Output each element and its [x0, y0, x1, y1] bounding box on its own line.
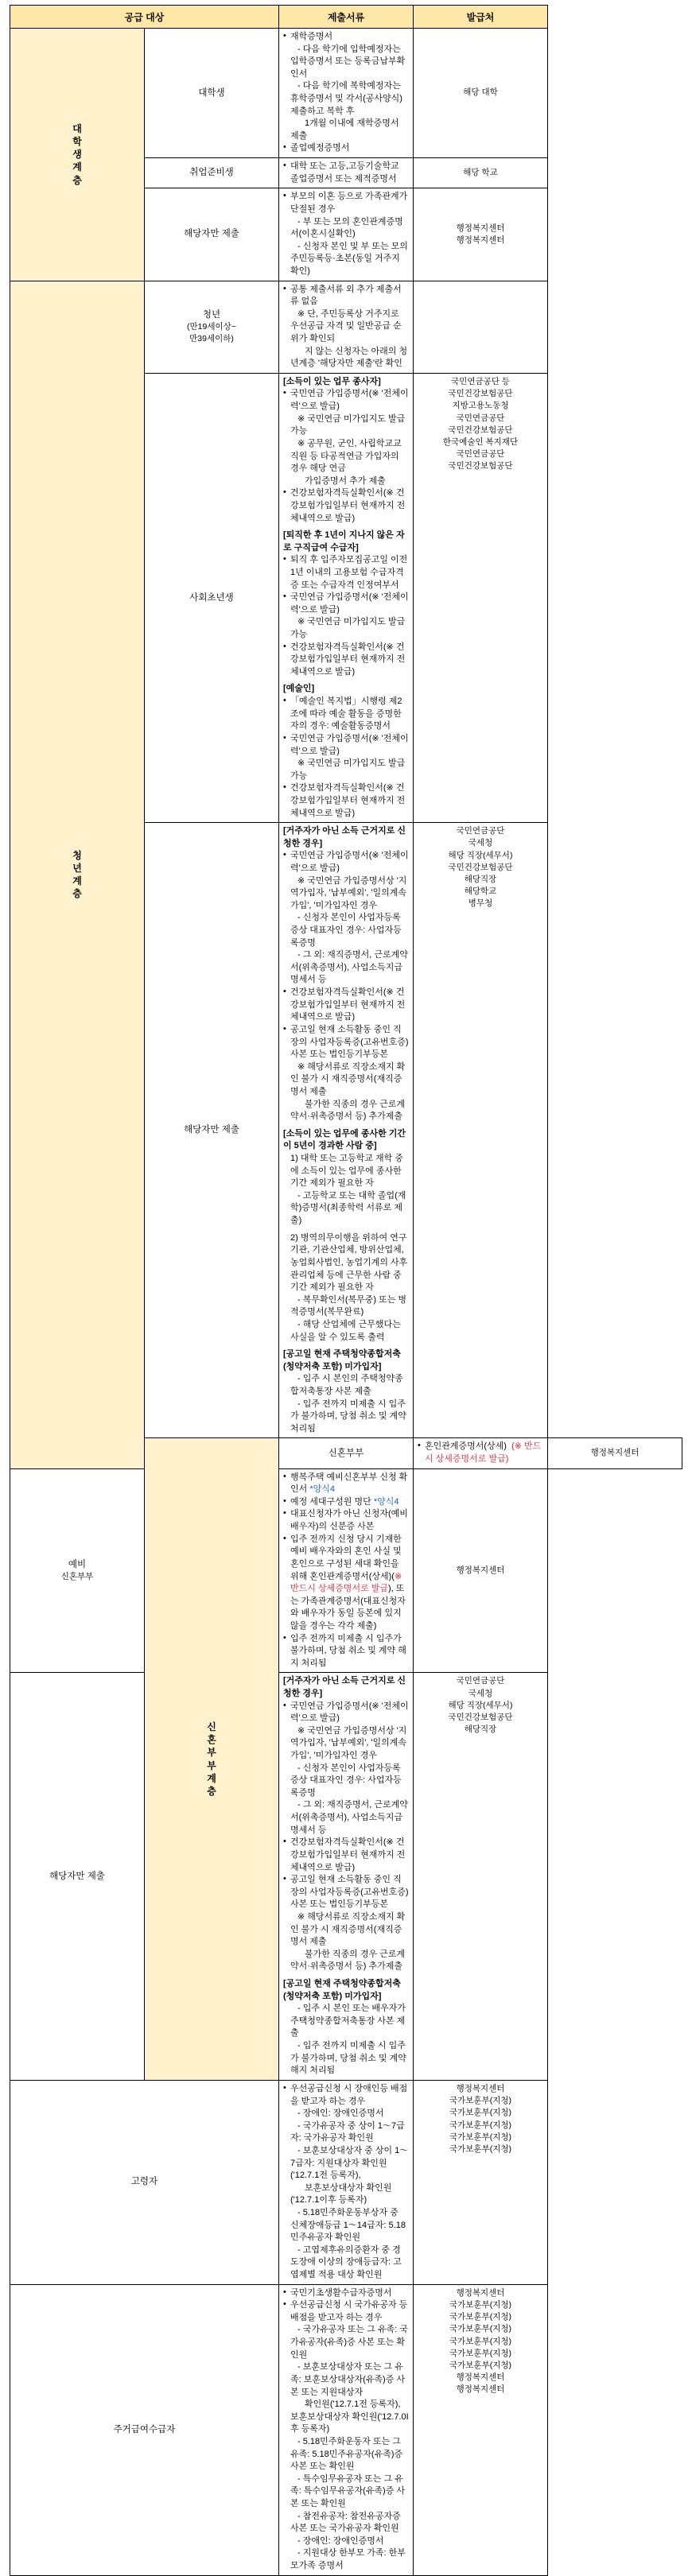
issuer-line: 국민건강보험공단 — [448, 425, 513, 435]
issuer-line: 행정복지센터 — [456, 223, 505, 233]
issuer-cell — [414, 188, 548, 281]
issuer-line: 해당직장 — [464, 1724, 497, 1735]
issuer-line: 국가보훈부(지청) — [449, 2096, 511, 2106]
issuer-line: 행정복지센터 — [456, 2384, 505, 2395]
issuer-line: 국민연금공단 — [456, 826, 505, 836]
category-university: 대 학 생 계 층 — [10, 29, 145, 281]
col-header-target: 공급 대상 — [10, 6, 279, 29]
subject-cell: 대학생 — [145, 29, 279, 158]
issuer-line: 해당 직장(세무서) — [448, 850, 513, 860]
documents-cell: [거주자가 아닌 소득 근거지로 신청한 경우] • 국민연금 가입증명서(※ '전체이력'으로 발급) ※ 국민연금 가입증명서상 '지역가입자, '납부예외', '일의계속가입', '미가입자인 경우 - 신청자 본인이 사업자등록증상 대표자인 경우: 사업자등록증명 - 그 외: 재직증명서, 근로계약서(위촉증명서), 사업소득지급명세서 등 • 건강보험자격득실확인서(※ 건강보험가입일부터 현재까지 전체내역으로 발급) • 공고일 현재 소득활동 중인 직장의 사업자등록증(고유번호증) 사본 또는 법인등기부등본 ※ 해당서류로 직장소재지 확인 불가 시 재직증명서(재직증명서 제출 불가한 직종의 경우 근로계약서·위촉증명서 등) 추가제출 [공고일 현재 주택청약종합저축(청약저축 포함) 미가입자] - 입주 시 본인 또는 배우자가 주택청약종합저축통장 사본 제출 - 입주 전까지 미제출 시 입주가 불가하며, 당첨 취소 및 계약 해지 처리됨 — [279, 1673, 414, 2081]
issuer-line: 해당학교 — [464, 886, 497, 897]
documents-cell: [소득이 있는 업무 종사자] • 국민연금 가입증명서(※ '전체이력'으로 발급) ※ 국민연금 미가입지도 발급 가능 ※ 공무원, 군인, 사립학교교직원 등 타공적연금 가입자의 경우 해당 연금 가입증명서 추가 제출 • 건강보험자격득실확인서(※ 건강보험가입일부터 현재까지 전체내역으로 발급) [퇴직한 후 1년이 지나지 않은 자로 구직급여 수급자] • 퇴직 후 입주자모집공고일 이전 1년 이내의 고용보험 수급자격증 또는 수급자격 인정여부서 • 국민연금 가입증명서(※ '전체이력'으로 발급) ※ 국민연금 미가입지도 발급 가능 • 건강보험자격득실확인서(※ 건강보험가입일부터 현재까지 전체내역으로 발급) [예술인] • 「예술인 복지법」시행령 제2조에 따라 예술 활동을 증명한 자의 경우: 예술활동증명서 • 국민연금 가입증명서(※ '전체이력'으로 발급) ※ 국민연금 미가입지도 발급 가능 • 건강보험자격득실확인서(※ 건강보험가입일부터 현재까지 전체내역으로 발급) — [279, 373, 414, 822]
subject-cell: 신혼부부 — [279, 1438, 414, 1468]
category-newlywed: 신 혼 부 부 계 층 — [145, 1438, 279, 2080]
issuer-line: 국가보훈부(지청) — [449, 2360, 511, 2370]
issuer-line: 국가보훈부(지청) — [449, 2336, 511, 2346]
issuer-line: 국민연금공단 — [456, 1676, 505, 1686]
issuer-line: 국가보훈부(지청) — [449, 2299, 511, 2310]
issuer-line: 행정복지센터 — [456, 2083, 505, 2093]
subject-cell: 취업준비생 — [145, 158, 279, 188]
issuer-line: 행정복지센터 — [456, 2287, 505, 2298]
issuer-line: 국가보훈부(지청) — [449, 2348, 511, 2358]
issuer-line: 행정복지센터 — [456, 235, 505, 245]
table-row — [10, 2284, 682, 2575]
issuer-cell — [414, 2284, 548, 2575]
issuer-line: 국민연금공단 — [456, 449, 505, 460]
subject-cell: 고령자 — [10, 2080, 279, 2284]
documents-cell: • 우선공급신청 시 장애인등 배점을 받고자 하는 경우 - 장애인: 장애인증명서 - 국가유공자 중 상이 1～7급자: 국가유공자 확인원 - 보훈보상대상자 중 상이 1～7급자: 지원대상자 확인원('12.7.1전 등록자), 보훈보상대상자 확인원('12.7.1이후 등록자) - 5.18민주화운동부상자 중 신체장애등급 1～14급자: 5.18민주유공자 확인원 - 고엽제후유의증환자 중 경도장애 이상의 장애등급자: 고엽제별 적용 대상 확인원 — [279, 2080, 414, 2284]
issuer-line: 국세청 — [468, 1688, 493, 1698]
issuer-line: 행정복지센터 — [590, 1448, 640, 1458]
documents-cell: • 공통 제출서류 외 추가 제출서류 없음 ※ 단, 주민등록상 거주지로 우선공급 자격 및 일반공급 순위가 확인되 지 않는 신청자는 아래의 청년계층 '해당자만 제출'란 확인 — [279, 281, 414, 373]
subject-cell: 청년 (만19세이상~ 만39세이하) — [145, 281, 279, 373]
issuer-cell — [414, 823, 548, 1438]
document-page — [0, 5, 692, 2576]
documents-cell: • 혼인관계증명서(상세) (※ 반드시 상세증명서로 발급) — [414, 1438, 548, 1468]
table-row — [10, 2080, 682, 2284]
issuer-line: 국민연금공단 등 — [451, 376, 510, 386]
subject-cell: 해당자만 제출 — [10, 1673, 145, 2081]
issuer-cell — [414, 373, 548, 822]
issuer-line: 병무청 — [468, 898, 493, 909]
issuer-line: 국민건강보험공단 — [448, 862, 513, 872]
issuer-line: 국민건강보험공단 — [448, 1713, 513, 1723]
issuer-line: 국민연금공단 — [456, 413, 505, 423]
category-youth: 청 년 계 층 — [10, 281, 145, 1468]
issuer-line: 국민건강보험공단 — [448, 389, 513, 399]
issuer-cell — [414, 29, 548, 158]
documents-cell: • 부모의 이혼 등으로 가족관계가 단절된 경우 - 부 또는 모의 혼인관계증명서(이혼시실확인) - 신청자 본인 및 부 또는 모의 주민등록등·초본(동일 거주지 확인) — [279, 188, 414, 281]
subject-cell: 해당자만 제출 — [145, 188, 279, 281]
issuer-line: 국가보훈부(지청) — [449, 2120, 511, 2130]
subject-cell: 해당자만 제출 — [145, 823, 279, 1438]
issuer-line: 국세청 — [468, 838, 493, 848]
issuer-line: 해당직장 — [464, 875, 497, 885]
issuer-line: 국가보훈부(지청) — [449, 2132, 511, 2142]
subject-cell: 주거급여수급자 — [10, 2284, 279, 2575]
issuer-line: 행정복지센터 — [456, 2372, 505, 2383]
issuer-line: 지방고용노동청 — [452, 401, 509, 411]
issuer-cell — [414, 2080, 548, 2284]
subject-cell: 사회초년생 — [145, 373, 279, 822]
issuer-line: 국가보훈부(지청) — [449, 2108, 511, 2118]
issuer-line: 국민건강보험공단 — [448, 461, 513, 471]
issuer-line: 국가보훈부(지청) — [449, 2324, 511, 2334]
documents-cell: • 대학 또는 고등,고등기술학교 졸업증명서 또는 제적증명서 — [279, 158, 414, 188]
issuer-line: 국가보훈부(지청) — [449, 2143, 511, 2154]
table-row — [10, 1468, 682, 1673]
issuer-line: 해당 직장(세무서) — [448, 1700, 513, 1710]
issuer-cell — [414, 1673, 548, 2081]
table-row — [10, 1673, 682, 2081]
documents-cell: • 국민기초생활수급자증명서 • 우선공급신청 시 국가유공자 등 배점을 받고자 하는 경우 - 국가유공자 또는 그 유족: 국가유공자(유족)증 사본 또는 확인원 - 보훈보상대상자 또는 그 유족: 보훈보상대상자(유족)증 사본 또는 지원대상자 확인원('12.7.1전 등록자),보훈보상대상자 확인원('12.7.0I후 등록자) - 5.18민주화운동자 또는 그 유족: 5.18민주유공자(유족)증 사본 또는 확인원 - 특수임무유공자 또는 그 유족: 특수임무유공자(유족)증 사본 또는 확인원 - 참전유공자: 참전유공자증 사본 또는 국가유공자 확인원 - 장애인: 장애인증명서 - 지원대상 한부모 가족: 한부모가족 증명서 — [279, 2284, 414, 2575]
requirements-table — [10, 5, 682, 2576]
issuer-cell — [414, 281, 548, 373]
table-body — [10, 29, 682, 2576]
issuer-line: 한국예술인 복지재단 — [442, 436, 519, 447]
documents-cell: • 재학증명서 - 다음 학기에 입학예정자는 입학증명서 또는 등록금납부확인서 - 다음 학기에 복학예정자는 휴학증명서 및 각서(공사양식)제출하고 복학 후 1개월 이내에 재학증명서 제출 • 졸업예정증명서 — [279, 29, 414, 158]
col-header-documents: 제출서류 — [279, 6, 414, 29]
subject-cell: 예비 신혼부부 — [10, 1468, 145, 1673]
issuer-cell — [414, 158, 548, 188]
documents-cell: • 행복주택 예비신혼부부 신청 확인서 *양식4 • 예정 세대구성원 명단 *양식4 • 대표신청자가 아닌 신청자(예비배우자)의 신분증 사본 • 입주 전까지 신청 당시 기재한 예비 배우자와의 혼인 사실 및 혼인으로 구성된 세대 확인을 위해 혼인관계증명서(상세)(※ 반드시 상세증명서로 발급), 또는 가족관계증명서(대표신청자와 배우자가 동일 등본에 있지 않을 경우는 각각 제출) • 입주 전까지 미제출 시 입주가 불가하며, 당첨 취소 및 계약 해지 처리됨 — [279, 1468, 414, 1673]
issuer-cell — [548, 1438, 682, 1468]
table-header-row — [10, 6, 682, 29]
issuer-line: 행정복지센터 — [456, 1565, 505, 1575]
issuer-line: 해당 대학 — [463, 87, 498, 98]
table-row — [10, 29, 682, 158]
col-header-issuer: 발급처 — [414, 6, 548, 29]
documents-cell: [거주자가 아닌 소득 근거지로 신청한 경우] • 국민연금 가입증명서(※ '전체이력'으로 발급) ※ 국민연금 가입증명서상 '지역가입자, '납부예외', '일의계속가입', '미가입자인 경우 - 신청자 본인이 사업자등록증상 대표자인 경우: 사업자등록증명 - 그 외: 재직증명서, 근로계약서(위촉증명서), 사업소득지급명세서 등 • 건강보험자격득실확인서(※ 건강보험가입일부터 현재까지 전체내역으로 발급) • 공고일 현재 소득활동 중인 직장의 사업자등록증(고유번호증) 사본 또는 법인등기부등본 ※ 해당서류로 직장소재지 확인 불가 시 재직증명서(재직증명서 제출 불가한 직종의 경우 근로계약서·위촉증명서 등) 추가제출 [소득이 있는 업무에 종사한 기간이 5년이 경과한 사람 중] 1) 대학 또는 고등학교 재학 중에 소득이 있는 업무에 종사한 기간 제외가 필요한 자 - 고등학교 또는 대학 졸업(재학)증명서(최종학력 서류로 제출) 2) 병역의무이행을 위하여 연구기관, 기관산업체, 방위산업체, 농업회사법인, 농업기계의 사후관리업체 등에 근무한 사람 중 기간 제외가 필요한 자 - 복무확인서(복무중) 또는 병적증명서(복무완료) - 해당 산업체에 근무했다는 사실을 알 수 있도록 출력 [공고일 현재 주택청약종합저축(청약저축 포함) 미가입자] - 입주 시 본인의 주택청약종합저축통장 사본 제출 - 입주 전까지 미제출 시 입주가 불가하며, 당첨 취소 및 계약 처리됨 — [279, 823, 414, 1438]
issuer-line: 해당 학교 — [463, 168, 498, 178]
issuer-line: 국가보훈부(지청) — [449, 2312, 511, 2322]
table-row — [10, 281, 682, 373]
issuer-cell — [414, 1468, 548, 1673]
